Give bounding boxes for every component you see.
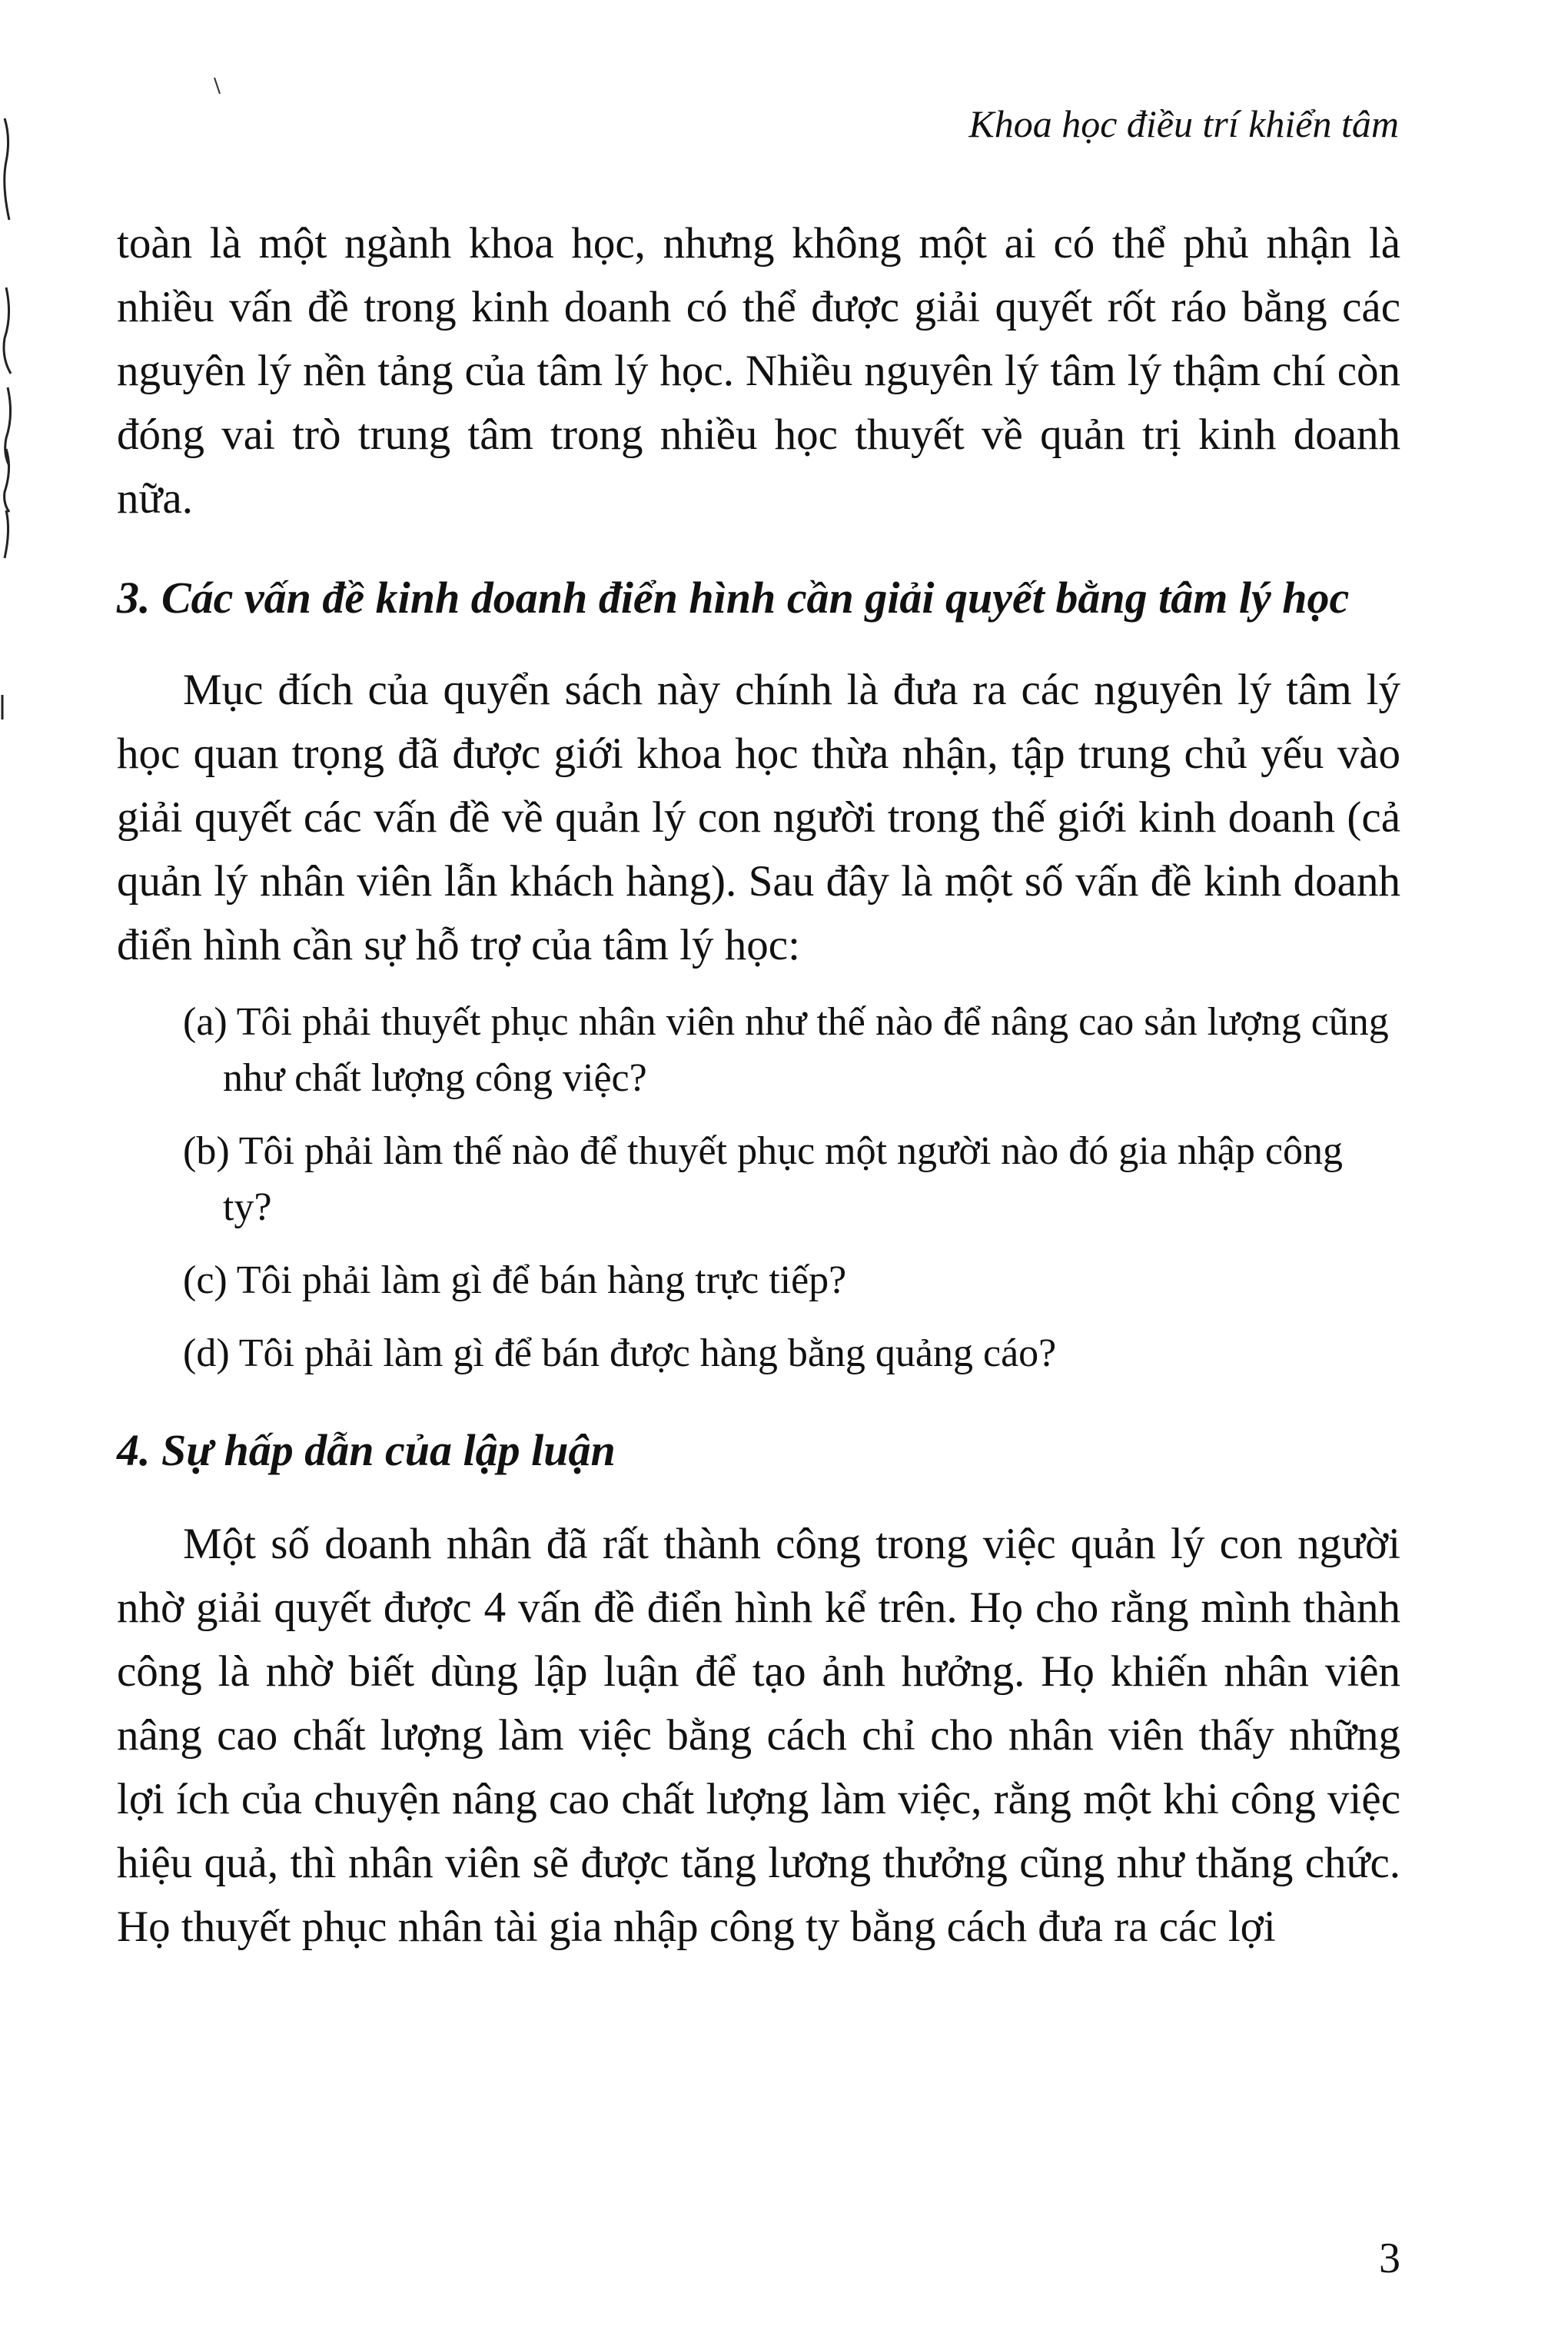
page-number: 3 (1379, 2235, 1400, 2282)
scan-edge-mark (0, 284, 18, 377)
scan-edge-mark (0, 692, 18, 723)
list-item: (a) Tôi phải thuyết phục nhân viên như thế nào để nâng cao sản lượng cũng như chất lượng công việc? (183, 1000, 1389, 1100)
scan-edge-mark (0, 115, 18, 223)
scan-edge-mark (0, 446, 18, 515)
section-3-heading: 3. Các vấn đề kinh doanh điển hình cần giải quyết bằng tâm lý học (117, 573, 1350, 623)
running-header: Khoa học điều trí khiển tâm (968, 102, 1399, 145)
intro-paragraph: toàn là một ngành khoa học, nhưng không một ai có thể phủ nhận là nhiều vấn đề trong kinh doanh có thể được giải quyết rốt ráo bằng các nguyên lý nền tảng của tâm lý học. Nhiều nguyên lý tâm lý thậm chí còn đóng vai trò trung tâm trong nhiều học thuyết về quản trị kinh doanh nữa. (117, 219, 1400, 523)
scan-edge-mark (0, 507, 18, 561)
section-4-heading: 4. Sự hấp dẫn của lập luận (117, 1425, 616, 1475)
scan-tick-mark (214, 77, 221, 95)
question-list (117, 994, 1400, 1381)
list-item: (c) Tôi phải làm gì để bán hàng trực tiếp? (183, 1258, 847, 1302)
section-4-paragraph: Một số doanh nhân đã rất thành công trong việc quản lý con người nhờ giải quyết được 4 vấn đề điển hình kể trên. Họ cho rằng mình thành công là nhờ biết dùng lập luận để tạo ảnh hưởng. Họ khiến nhân viên nâng cao chất lượng làm việc bằng cách chỉ cho nhân viên thấy những lợi ích của chuyện nâng cao chất lượng làm việc, rằng một khi công việc hiệu quả, thì nhân viên sẽ được tăng lương thưởng cũng như thăng chức. Họ thuyết phục nhân tài gia nhập công ty bằng cách đưa ra các lợi (117, 1520, 1400, 1951)
page-body (117, 211, 1400, 1959)
list-item: (d) Tôi phải làm gì để bán được hàng bằng quảng cáo? (183, 1331, 1057, 1375)
list-item: (b) Tôi phải làm thế nào để thuyết phục một người nào đó gia nhập công ty? (183, 1129, 1343, 1229)
section-3-paragraph: Mục đích của quyển sách này chính là đưa ra các nguyên lý tâm lý học quan trọng đã được giới khoa học thừa nhận, tập trung chủ yếu vào giải quyết các vấn đề về quản lý con người trong thế giới kinh doanh (cả quản lý nhân viên lẫn khách hàng). Sau đây là một số vấn đề kinh doanh điển hình cần sự hỗ trợ của tâm lý học: (117, 666, 1400, 969)
